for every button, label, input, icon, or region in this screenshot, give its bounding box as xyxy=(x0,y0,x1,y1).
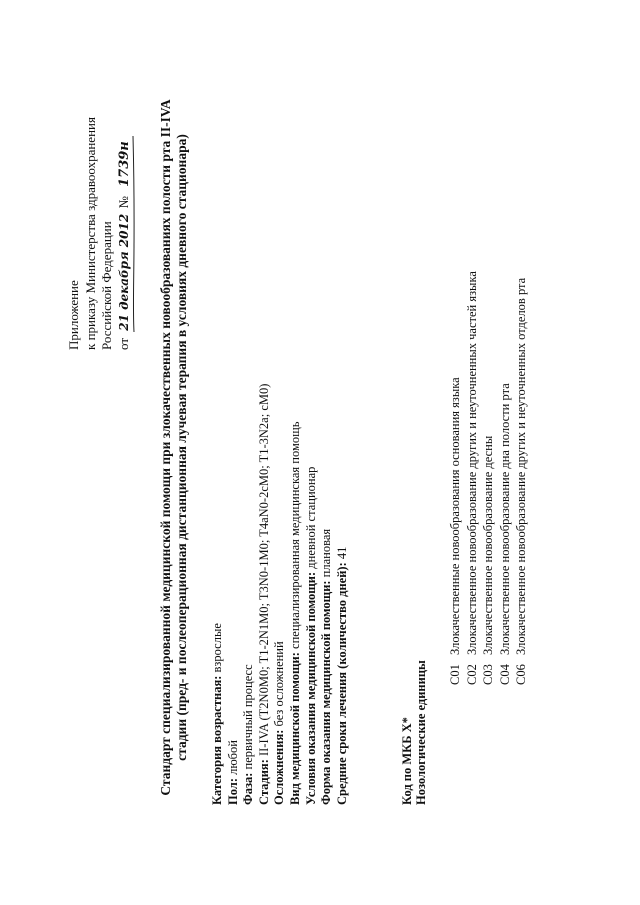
param-label: Фаза: xyxy=(241,772,256,805)
icd-description: Злокачественное новообразование дна полости рта xyxy=(497,383,512,655)
codes-list xyxy=(447,271,530,685)
title-line-2: стадии (пред- и послеоперационная дистанционная лучевая терапия в условиях дневного стационара) xyxy=(173,134,189,761)
param-label: Форма оказания медицинской помощи: xyxy=(319,580,334,805)
mkb-heading xyxy=(400,660,428,805)
icd-code: C01 xyxy=(448,664,462,685)
param-row xyxy=(241,384,257,805)
code-row xyxy=(464,271,481,685)
param-row xyxy=(304,384,320,805)
param-row xyxy=(272,384,288,805)
appendix-line-4 xyxy=(116,117,134,350)
param-label: Осложнения: xyxy=(272,729,287,805)
nosology-label: Нозологические единицы xyxy=(414,660,428,805)
parameters-list xyxy=(210,384,350,805)
appendix-line-3: Российской Федерации xyxy=(99,221,114,350)
param-row xyxy=(288,384,304,805)
param-value: II-IVA (T2N0M0; T1-2N1M0; T3N0-1M0; T4aN0-2cM0; T1-3N2a; cM0) xyxy=(256,383,271,760)
signature-underline xyxy=(131,134,137,334)
param-value: первичный процесс xyxy=(241,664,256,773)
param-row xyxy=(319,384,335,805)
param-label: Средние сроки лечения (количество дней): xyxy=(334,562,349,805)
icd-code: C02 xyxy=(464,664,479,685)
handwritten-date: 21 декабря 2012 xyxy=(116,213,131,331)
code-row xyxy=(497,271,514,685)
mkb-code-label: Код по МКБ X* xyxy=(400,717,414,805)
icd-description: Злокачественное новообразование десны xyxy=(481,435,496,655)
appendix-line-1: Приложение xyxy=(66,280,81,350)
param-label: Условия оказания медицинской помощи: xyxy=(303,571,318,805)
handwritten-number: 1739н xyxy=(116,141,132,187)
code-row xyxy=(480,271,497,685)
param-label: Пол: xyxy=(225,778,240,805)
param-value: 41 xyxy=(334,546,349,563)
param-value: без осложнений xyxy=(272,641,287,730)
param-row xyxy=(335,384,351,805)
param-value: любой xyxy=(225,740,240,779)
number-label: № xyxy=(115,196,131,209)
title-line-1: Стандарт специализированной медицинской помощи при злокачественных новообразованиях полости рта II-IVA xyxy=(158,99,173,796)
param-label: Категория возрастная: xyxy=(210,675,224,805)
param-row xyxy=(210,384,226,805)
icd-description: Злокачественное новообразование других и неуточненных частей языка xyxy=(464,271,479,655)
icd-code: C04 xyxy=(497,664,512,685)
code-row xyxy=(513,271,530,685)
param-value: плановая xyxy=(319,528,334,581)
appendix-block xyxy=(66,117,134,350)
icd-description: Злокачественное новообразование других и неуточненных отделов рта xyxy=(514,277,529,655)
param-label: Вид медицинской помощи: xyxy=(287,652,302,805)
appendix-line-2: к приказу Министерства здравоохранения xyxy=(82,117,98,350)
param-label: Стадия: xyxy=(256,759,271,805)
icd-description: Злокачественные новообразования основания языка xyxy=(448,377,462,655)
code-row xyxy=(447,271,464,685)
icd-code: C06 xyxy=(514,664,529,685)
param-value: взрослые xyxy=(210,623,224,676)
param-row xyxy=(226,384,242,805)
appendix-date-prefix: от xyxy=(115,337,131,350)
document-title xyxy=(158,30,189,865)
param-row xyxy=(257,384,273,805)
param-value: дневной стационар xyxy=(303,466,318,572)
icd-code: C03 xyxy=(481,664,496,685)
param-value: специализированная медицинская помощь xyxy=(287,421,302,653)
